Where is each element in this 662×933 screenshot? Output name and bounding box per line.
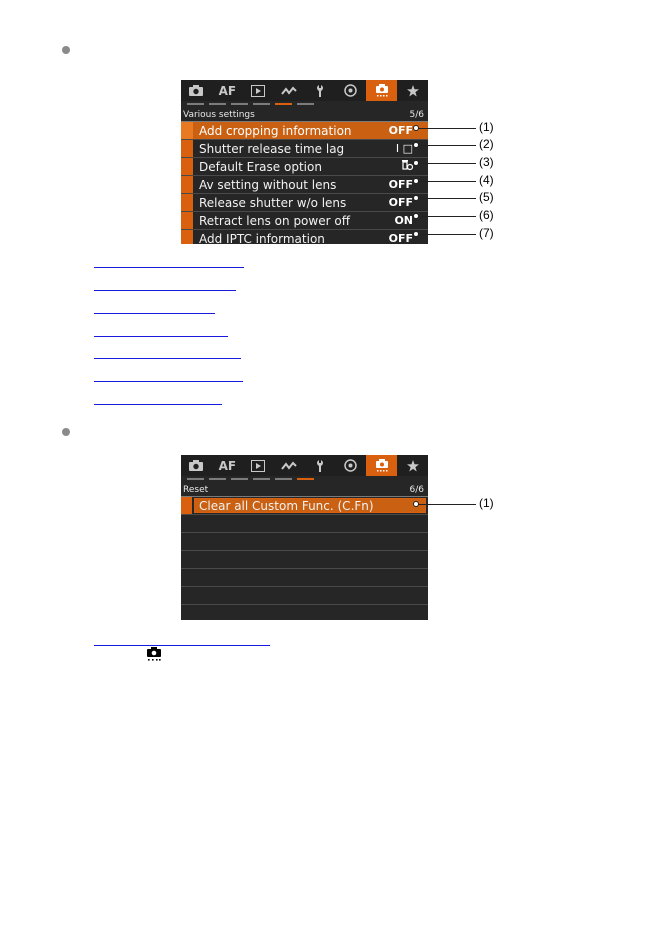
tab-setup[interactable] (305, 80, 336, 101)
tab-custom-functions[interactable] (366, 455, 397, 476)
callout-number: (2) (479, 137, 494, 151)
tab-setup[interactable] (305, 455, 336, 476)
page-pip (187, 478, 204, 480)
menu-row-default-erase-option[interactable] (181, 158, 428, 176)
callout-dot (413, 231, 419, 237)
af-label: AF (218, 83, 237, 98)
callout-number: (1) (479, 496, 494, 510)
row-marker (181, 122, 193, 139)
callout-number: (6) (479, 208, 494, 222)
menu-row-add-iptc-information[interactable] (181, 230, 428, 244)
row-label: Clear all Custom Func. (C.Fn) (199, 498, 374, 513)
page-indicator: 5/6 (409, 109, 424, 120)
callout-number: (7) (479, 226, 494, 240)
row-marker (181, 158, 193, 175)
row-value: OFF (388, 178, 413, 191)
callout-line (415, 216, 476, 217)
callout-dot (413, 178, 419, 184)
menu-header (181, 108, 428, 122)
link-1[interactable] (94, 256, 244, 268)
row-value: OFF (388, 232, 413, 244)
callout-line (415, 504, 476, 505)
menu-row-empty (181, 551, 428, 569)
star-icon (407, 460, 419, 472)
display-settings-icon (344, 84, 357, 97)
af-label: AF (218, 458, 237, 473)
tab-af[interactable] (212, 80, 243, 101)
menu-tab-bar (181, 80, 428, 101)
page-indicator: 6/6 (409, 484, 424, 495)
page-pips (181, 476, 428, 483)
bullet-dot (62, 428, 70, 436)
menu-row-empty (181, 515, 428, 533)
row-marker (181, 497, 192, 514)
row-label: Release shutter w/o lens (199, 195, 347, 210)
page-pip-active (275, 103, 292, 105)
row-label: Av setting without lens (199, 177, 337, 192)
link-7[interactable] (94, 393, 222, 405)
callout-dot (413, 142, 419, 148)
page-pip (187, 103, 204, 105)
wireless-icon (281, 461, 297, 471)
link-3[interactable] (94, 302, 215, 314)
callout-line (415, 234, 476, 235)
menu-row-empty (181, 569, 428, 587)
camera-icon (189, 460, 203, 471)
row-label: Add cropping information (199, 123, 352, 138)
custom-functions-icon (375, 84, 389, 97)
row-marker (181, 176, 193, 193)
callout-line (415, 128, 476, 129)
tab-custom-functions[interactable] (366, 80, 397, 101)
row-value: OFF (388, 124, 413, 137)
bullet-dot (62, 46, 70, 54)
custom-functions-icon (375, 459, 389, 472)
page-pip (253, 103, 270, 105)
erase-icon (401, 159, 413, 174)
row-marker (181, 140, 193, 157)
tab-my-menu[interactable] (397, 455, 428, 476)
page-pip-active (297, 478, 314, 480)
row-label: Add IPTC information (199, 231, 325, 244)
display-settings-icon (344, 459, 357, 472)
menu-row-retract-lens-on-power-off[interactable] (181, 212, 428, 230)
camera-icon (189, 85, 203, 96)
callout-line (415, 181, 476, 182)
row-label: Default Erase option (199, 159, 322, 174)
page-pips (181, 101, 428, 108)
playback-icon (251, 460, 265, 472)
menu-header-title: Various settings (183, 109, 255, 120)
star-icon (407, 85, 419, 97)
menu-row-av-setting-without-lens[interactable] (181, 176, 428, 194)
page-pip (209, 103, 226, 105)
menu-tab-bar (181, 455, 428, 476)
callout-number: (5) (479, 190, 494, 204)
page-pip (253, 478, 270, 480)
page-pip (231, 103, 248, 105)
link-6[interactable] (94, 370, 243, 382)
callout-line (415, 198, 476, 199)
page-pip (231, 478, 248, 480)
menu-header (181, 483, 428, 497)
playback-icon (251, 85, 265, 97)
link-8[interactable] (94, 634, 270, 646)
link-5[interactable] (94, 347, 241, 359)
menu-row-empty (181, 587, 428, 605)
tab-my-menu[interactable] (397, 80, 428, 101)
menu-row-shutter-release-time-lag[interactable] (181, 140, 428, 158)
row-label: Shutter release time lag (199, 141, 345, 156)
menu-row-release-shutter-without-lens[interactable] (181, 194, 428, 212)
menu-header-title: Reset (183, 484, 209, 495)
menu-row-empty (181, 533, 428, 551)
row-value: I □ (395, 142, 413, 155)
menu-row-clear-all-custom-func[interactable] (181, 497, 428, 515)
camera-menu-screen-reset (181, 455, 428, 620)
row-value: ON (394, 214, 413, 227)
page-pip (297, 103, 314, 105)
row-value: OFF (388, 196, 413, 209)
link-2[interactable] (94, 279, 236, 291)
tab-display[interactable] (335, 80, 366, 101)
tab-wireless[interactable] (274, 80, 305, 101)
wrench-icon (315, 460, 325, 472)
tab-shooting[interactable] (181, 80, 212, 101)
tab-playback[interactable] (243, 455, 274, 476)
custom-functions-icon (144, 647, 164, 663)
page-pip (209, 478, 226, 480)
wireless-icon (281, 86, 297, 96)
page-pip (275, 478, 292, 480)
callout-dot (413, 195, 419, 201)
callout-dot (413, 213, 419, 219)
tab-shooting[interactable] (181, 455, 212, 476)
menu-row-add-cropping-information[interactable] (181, 122, 428, 140)
callout-dot (413, 501, 419, 507)
callout-line (415, 145, 476, 146)
link-4[interactable] (94, 325, 228, 337)
camera-menu-screen-various-settings (181, 80, 428, 244)
callout-number: (1) (479, 120, 494, 134)
row-label: Retract lens on power off (199, 213, 350, 228)
wrench-icon (315, 85, 325, 97)
callout-number: (4) (479, 173, 494, 187)
row-marker (181, 194, 193, 211)
tab-display[interactable] (335, 455, 366, 476)
callout-dot (413, 160, 419, 166)
row-marker (181, 230, 193, 244)
row-marker (181, 212, 193, 229)
tab-wireless[interactable] (274, 455, 305, 476)
tab-playback[interactable] (243, 80, 274, 101)
callout-line (415, 163, 476, 164)
callout-number: (3) (479, 155, 494, 169)
tab-af[interactable] (212, 455, 243, 476)
callout-dot (413, 125, 419, 131)
